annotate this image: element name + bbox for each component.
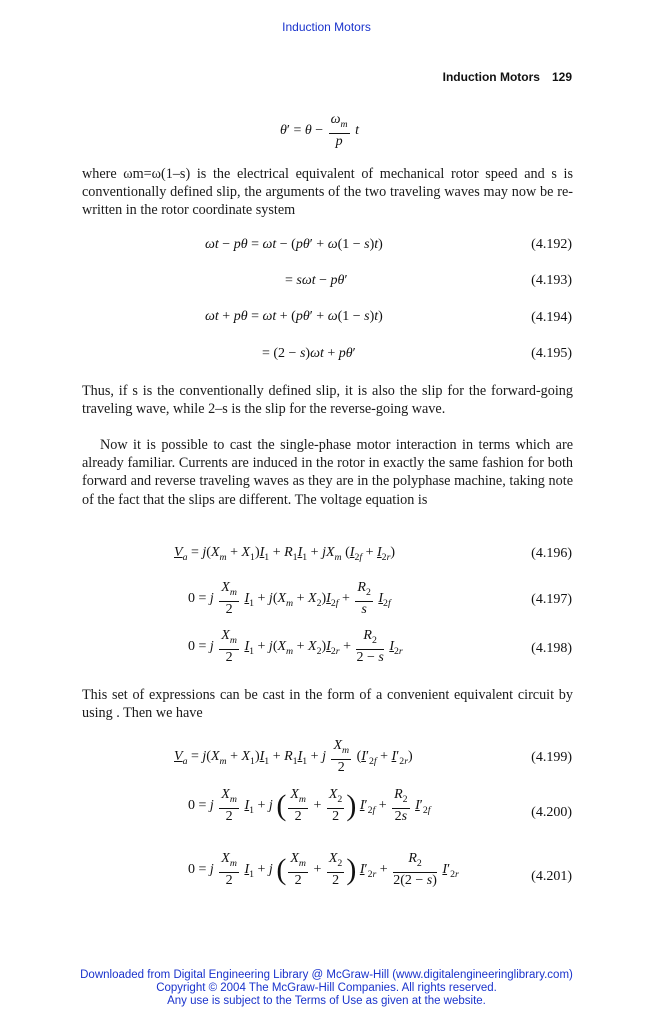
equation-4-199: $V_a = j(X_m + X_1)I_1 + R_1I_1 + j$ $\frac{X_m}{2}$ $(I'_{2f} + I'_{2r})$ <box>174 738 413 775</box>
equation-number: (4.192) <box>531 237 572 252</box>
equation-4-200: 0 = j $\frac{X_m}{2}$ $I_1 + j$ ( $\frac{X_m}{2}$ + $\frac{X_2}{2}$ ) $I'_{2f}$ + $\frac{R_2}{2s}$ $I'_{2f}$ <box>188 787 431 824</box>
equation-number: (4.195) <box>531 346 572 361</box>
equation-number: (4.200) <box>531 805 572 820</box>
footer-link-line[interactable]: Downloaded from Digital Engineering Library @ McGraw-Hill (www.digitalengineeringlibrary.com) <box>80 969 573 981</box>
equation-number: (4.197) <box>531 592 572 607</box>
equation-number: (4.194) <box>531 310 572 325</box>
top-banner: Induction Motors <box>282 20 371 34</box>
running-title: Induction Motors <box>442 70 540 84</box>
equation-number: (4.198) <box>531 641 572 656</box>
equation-4-192: ωt − pθ = ωt − (pθ′ + ω(1 − s)t) <box>205 237 383 252</box>
equation-4-193: = sωt − pθ′ <box>285 273 348 288</box>
footer <box>0 969 653 1008</box>
footer-terms: Any use is subject to the Terms of Use as given at the website. <box>167 995 486 1007</box>
equation-4-194: ωt + pθ = ωt + (pθ′ + ω(1 − s)t) <box>205 309 383 324</box>
footer-copyright: Copyright © 2004 The McGraw-Hill Companies. All rights reserved. <box>156 982 497 994</box>
paragraph-3: Now it is possible to cast the single-phase motor interaction in terms which are already familiar. Currents are induced in the rotor in exactly the same fashion for both forward and reverse traveling waves as they are in the polyphase machine, taking note of the fact that the slips are different. The voltage equation is <box>82 437 573 508</box>
equation-4-195: = (2 − s)ωt + pθ′ <box>262 346 356 361</box>
equation-number: (4.201) <box>531 869 572 884</box>
equation-number: (4.193) <box>531 273 572 288</box>
equation-4-197: 0 = j $\frac{X_m}{2}$ $I_1 + j(X_m + X_2)I_{2f}$ + $\frac{R_2}{s}$ $I_{2f}$ <box>188 580 391 617</box>
paragraph-1: where ωm=ω(1–s) is the electrical equivalent of mechanical rotor speed and s is conventionally defined slip, the arguments of the two traveling waves may now be re-written in the rotor coordinate system <box>82 166 573 219</box>
equation-theta-prime: θ′ = θ − $\frac{\omega_m}{p}$ t <box>280 112 360 149</box>
equation-number: (4.196) <box>531 546 572 561</box>
equation-4-201: 0 = j $\frac{X_m}{2}$ $I_1 + j$ ( $\frac{X_m}{2}$ + $\frac{X_2}{2}$ ) $I'_{2r}$ + $\frac{R_2}{2(2 - s)}$ $I'_{2r}$ <box>188 851 459 888</box>
paragraph-2: Thus, if s is the conventionally defined slip, it is also the slip for the forward-going traveling wave, while 2–s is the slip for the reverse-going wave. <box>82 383 573 418</box>
running-head <box>443 70 572 84</box>
equation-4-196: $V_a = j(X_m + X_1)I_1 + R_1I_1 + jX_m$ $(I_{2f} + I_{2r})$ <box>174 545 396 563</box>
paragraph-4: This set of expressions can be cast in the form of a convenient equivalent circuit by using . Then we have <box>82 687 573 722</box>
page-number: 129 <box>551 70 572 84</box>
equation-4-198: 0 = j $\frac{X_m}{2}$ $I_1 + j(X_m + X_2)I_{2r}$ + $\frac{R_2}{2 - s}$ $I_{2r}$ <box>188 628 403 665</box>
equation-number: (4.199) <box>531 750 572 765</box>
